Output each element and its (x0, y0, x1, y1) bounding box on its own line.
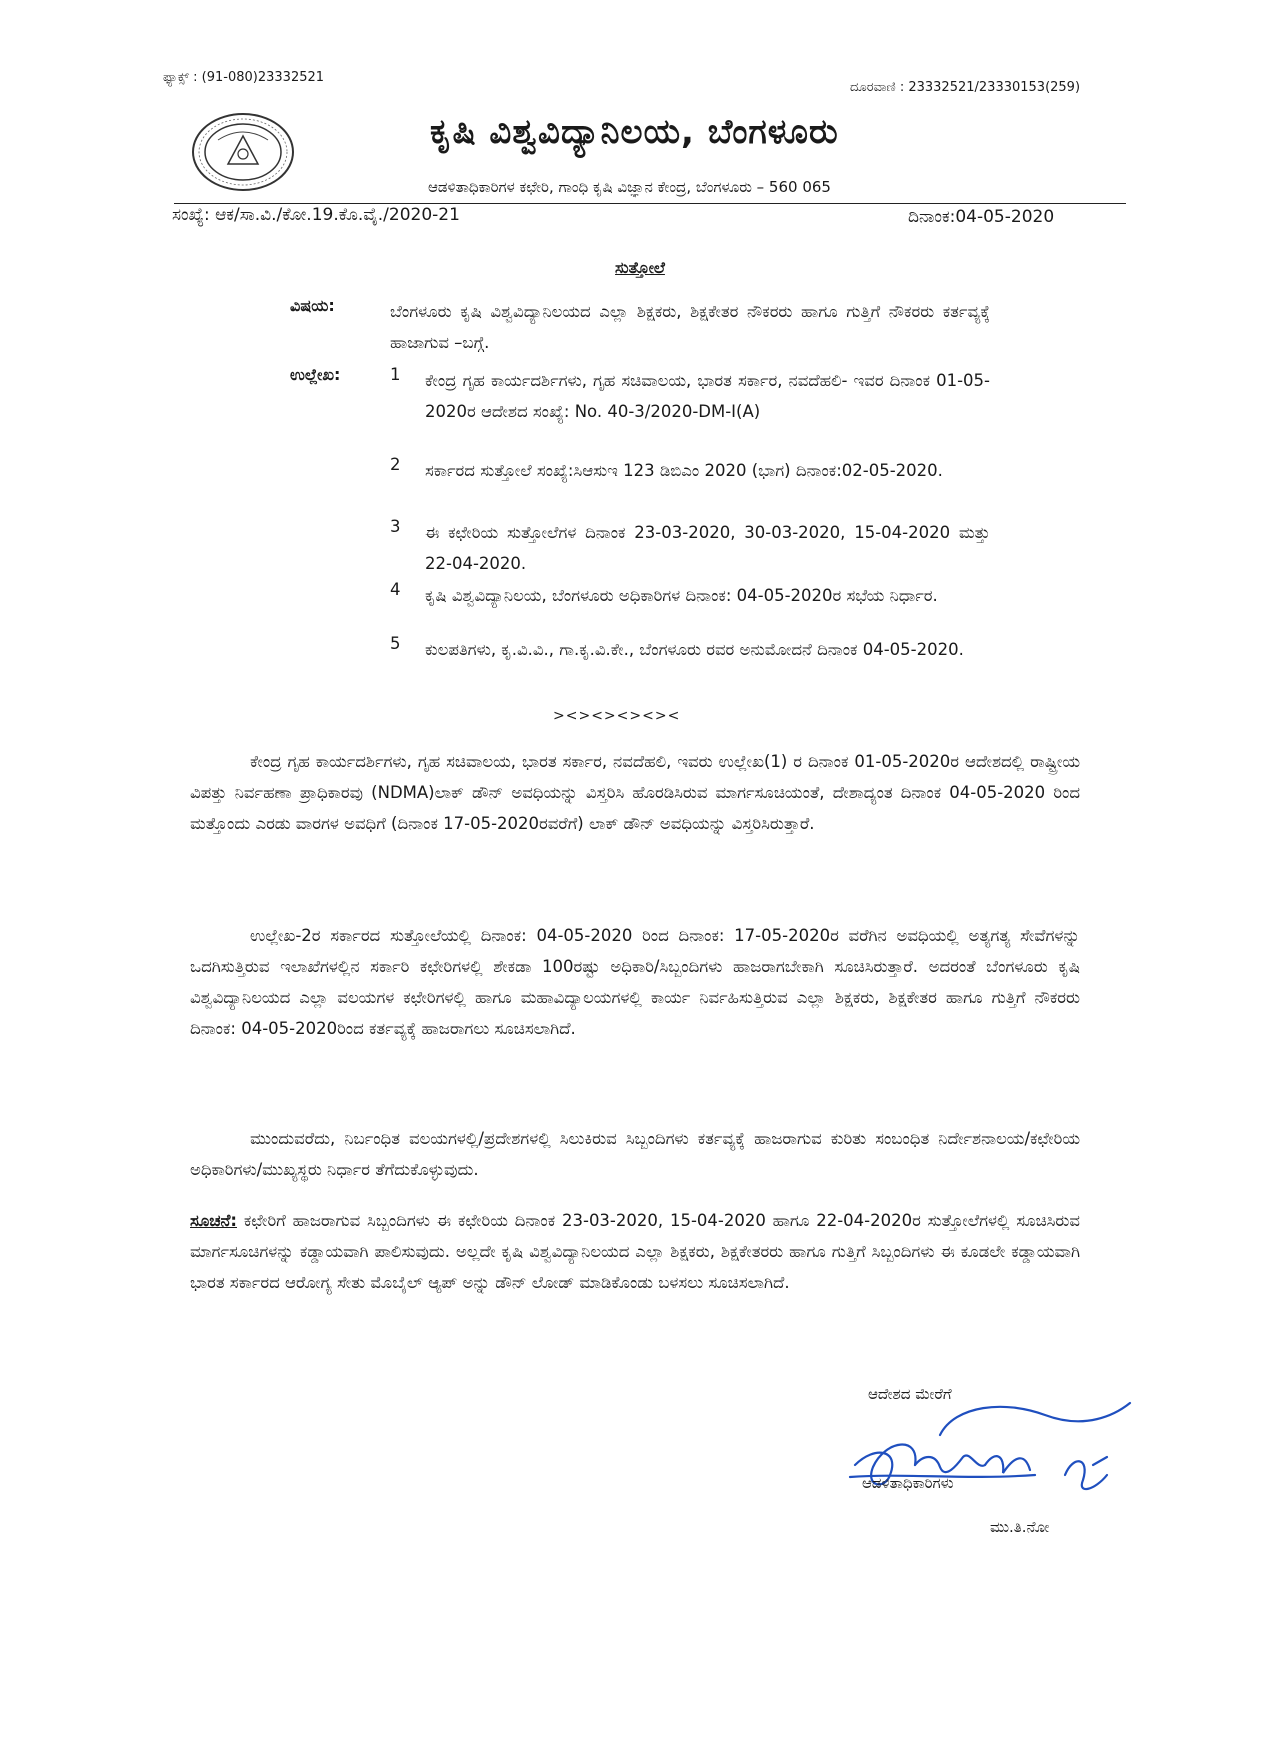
handwritten-signature-icon (845, 1395, 1135, 1525)
body-paragraph-3: ಮುಂದುವರೆದು, ನಿರ್ಬಂಧಿತ ವಲಯಗಳಲ್ಲಿ/ಪ್ರದೇಶಗಳಲ್ಲಿ ಸಿಲುಕಿರುವ ಸಿಬ್ಬಂದಿಗಳು ಕರ್ತವ್ಯಕ್ಕೆ ಹಾಜರಾಗುವ ಕುರಿತು ಸಂಬಂಧಿತ ನಿರ್ದೇಶನಾಲಯ/ಕಛೇರಿಯ ಅಧಿಕಾರಿಗಳು/ಮುಖ್ಯಸ್ಥರು ನಿರ್ಧಾರ ತೆಗೆದುಕೊಳ್ಳುವುದು. (190, 1129, 1080, 1179)
phone-number: ದೂರವಾಣಿ : 23332521/23330153(259) (850, 80, 1081, 95)
reference-number-5: 5 (390, 634, 401, 653)
fax-number: ಫ್ಯಾಕ್ಸ್ : (91-080)23332521 (163, 70, 325, 85)
subject-label: ವಿಷಯ: (290, 296, 335, 315)
by-order-text: ಆದೇಶದ ಮೇರೆಗೆ (868, 1385, 952, 1403)
note-label: ಸೂಚನೆ: (190, 1211, 237, 1230)
note-text: ಕಛೇರಿಗೆ ಹಾಜರಾಗುವ ಸಿಬ್ಬಂದಿಗಳು ಈ ಕಛೇರಿಯ ದಿನಾಂಕ 23-03-2020, 15-04-2020 ಹಾಗೂ 22-04-2020ರ ಸುತ್ತೋಲೆಗಳಲ್ಲಿ ಸೂಚಿಸಿರುವ ಮಾರ್ಗಸೂಚಿಗಳನ್ನು ಕಡ್ಡಾಯವಾಗಿ ಪಾಲಿಸುವುದು. ಅಲ್ಲದೇ ಕೃಷಿ ವಿಶ್ವವಿದ್ಯಾನಿಲಯದ ಎಲ್ಲಾ ಶಿಕ್ಷಕರು, ಶಿಕ್ಷಕೇತರರು ಹಾಗೂ ಗುತ್ತಿಗೆ ಸಿಬ್ಬಂದಿಗಳು ಈ ಕೂಡಲೇ ಕಡ್ಡಾಯವಾಗಿ ಭಾರತ ಸರ್ಕಾರದ ಆರೋಗ್ಯ ಸೇತು ಮೊಬೈಲ್ ಆ್ಯಪ್ ಅನ್ನು ಡೌನ್ ಲೋಡ್ ಮಾಡಿಕೊಂಡು ಬಳಸಲು ಸೂಚಿಸಲಾಗಿದೆ. (190, 1211, 1080, 1292)
reference-number-1: 1 (390, 365, 401, 384)
subject-text: ಬೆಂಗಳೂರು ಕೃಷಿ ವಿಶ್ವವಿದ್ಯಾನಿಲಯದ ಎಲ್ಲಾ ಶಿಕ್ಷಕರು, ಶಿಕ್ಷಕೇತರ ನೌಕರರು ಹಾಗೂ ಗುತ್ತಿಗೆ ನೌಕರರು ಕರ್ತವ್ಯಕ್ಕೆ ಹಾಜಾಗುವ –ಬಗ್ಗೆ. (390, 302, 990, 352)
circular-title: ಸುತ್ತೋಲೆ (615, 258, 665, 277)
reference-item-5: ಕುಲಪತಿಗಳು, ಕೃ.ವಿ.ವಿ., ಗಾ.ಕೃ.ವಿ.ಕೇ., ಬೆಂಗಳೂರು ರವರ ಅನುಮೋದನೆ ದಿನಾಂಕ 04-05-2020. (425, 640, 964, 659)
reference-item-1: ಕೇಂದ್ರ ಗೃಹ ಕಾರ್ಯದರ್ಶಿಗಳು, ಗೃಹ ಸಚಿವಾಲಯ, ಭಾರತ ಸರ್ಕಾರ, ನವದೆಹಲಿ- ಇವರ ದಿನಾಂಕ 01-05-2020ರ ಆದೇಶದ ಸಂಖ್ಯೆ: No. 40-3/2020-DM-I(A) (425, 371, 990, 421)
reference-item-3: ಈ ಕಛೇರಿಯ ಸುತ್ತೋಲೆಗಳ ದಿನಾಂಕ 23-03-2020, 30-03-2020, 15-04-2020 ಮತ್ತು 22-04-2020. (425, 523, 990, 573)
section-separator: ><><><><>< (553, 708, 681, 724)
body-paragraph-1: ಕೇಂದ್ರ ಗೃಹ ಕಾರ್ಯದರ್ಶಿಗಳು, ಗೃಹ ಸಚಿವಾಲಯ, ಭಾರತ ಸರ್ಕಾರ, ನವದೆಹಲಿ, ಇವರು ಉಲ್ಲೇಖ(1) ರ ದಿನಾಂಕ 01-05-2020ರ ಆದೇಶದಲ್ಲಿ ರಾಷ್ಟ್ರೀಯ ವಿಪತ್ತು ನಿರ್ವಹಣಾ ಪ್ರಾಧಿಕಾರವು (NDMA)ಲಾಕ್ ಡೌನ್ ಅವಧಿಯನ್ನು ವಿಸ್ತರಿಸಿ ಹೊರಡಿಸಿರುವ ಮಾರ್ಗಸೂಚಿಯಂತೆ, ದೇಶಾದ್ಯಂತ ದಿನಾಂಕ 04-05-2020 ರಿಂದ ಮತ್ತೊಂದು ಎರಡು ವಾರಗಳ ಅವಧಿಗೆ (ದಿನಾಂಕ 17-05-2020ರವರೆಗೆ) ಲಾಕ್ ಡೌನ್ ಅವಧಿಯನ್ನು ವಿಸ್ತರಿಸಿರುತ್ತಾರೆ. (190, 752, 1080, 833)
reference-item-4: ಕೃಷಿ ವಿಶ್ವವಿದ್ಯಾನಿಲಯ, ಬೆಂಗಳೂರು ಅಧಿಕಾರಿಗಳ ದಿನಾಂಕ: 04-05-2020ರ ಸಭೆಯ ನಿರ್ಧಾರ. (425, 586, 938, 605)
note-paragraph (190, 1205, 1080, 1298)
document-date: ದಿನಾಂಕ:04-05-2020 (908, 207, 1055, 227)
references-label: ಉಲ್ಲೇಖ: (290, 365, 341, 384)
office-address: ಆಡಳಿತಾಧಿಕಾರಿಗಳ ಕಛೇರಿ, ಗಾಂಧಿ ಕೃಷಿ ವಿಜ್ಞಾನ ಕೇಂದ್ರ, ಬೆಂಗಳೂರು – 560 065 (428, 178, 831, 196)
university-name: ಕೃಷಿ ವಿಶ್ವವಿದ್ಯಾನಿಲಯ, ಬೆಂಗಳೂರು (430, 112, 839, 152)
university-seal-icon (188, 110, 298, 194)
reference-number-3: 3 (390, 517, 401, 536)
signatory-note: ಮು.ತಿ.ನೋ (990, 1518, 1050, 1536)
reference-item-2: ಸರ್ಕಾರದ ಸುತ್ತೋಲೆ ಸಂಖ್ಯೆ:ಸಿಆಸುಇ 123 ಡಿಬಿಎಂ 2020 (ಭಾಗ) ದಿನಾಂಕ:02-05-2020. (425, 461, 943, 480)
reference-number: ಸಂಖ್ಯೆ: ಆಕ/ಸಾ.ವಿ./ಕೋ.19.ಕೊ.ವೈ./2020-21 (172, 205, 460, 225)
header-divider (174, 203, 1126, 204)
reference-number-2: 2 (390, 455, 401, 474)
signatory-role: ಆಡಳಿತಾಧಿಕಾರಿಗಳು (862, 1474, 954, 1492)
body-paragraph-2: ಉಲ್ಲೇಖ-2ರ ಸರ್ಕಾರದ ಸುತ್ತೋಲೆಯಲ್ಲಿ ದಿನಾಂಕ: 04-05-2020 ರಿಂದ ದಿನಾಂಕ: 17-05-2020ರ ವರೆಗಿನ ಅವಧಿಯಲ್ಲಿ ಅತ್ಯಗತ್ಯ ಸೇವೆಗಳನ್ನು ಒದಗಿಸುತ್ತಿರುವ ಇಲಾಖೆಗಳಲ್ಲಿನ ಸರ್ಕಾರಿ ಕಛೇರಿಗಳಲ್ಲಿ ಶೇಕಡಾ 100ರಷ್ಟು ಅಧಿಕಾರಿ/ಸಿಬ್ಬಂದಿಗಳು ಹಾಜರಾಗಬೇಕಾಗಿ ಸೂಚಿಸಿರುತ್ತಾರೆ. ಅದರಂತೆ ಬೆಂಗಳೂರು ಕೃಷಿ ವಿಶ್ವವಿದ್ಯಾನಿಲಯದ ಎಲ್ಲಾ ವಲಯಗಳ ಕಛೇರಿಗಳಲ್ಲಿ ಹಾಗೂ ಮಹಾವಿದ್ಯಾಲಯಗಳಲ್ಲಿ ಕಾರ್ಯ ನಿರ್ವಹಿಸುತ್ತಿರುವ ಎಲ್ಲಾ ಶಿಕ್ಷಕರು, ಶಿಕ್ಷಕೇತರ ಹಾಗೂ ಗುತ್ತಿಗೆ ನೌಕರರು ದಿನಾಂಕ: 04-05-2020ರಿಂದ ಕರ್ತವ್ಯಕ್ಕೆ ಹಾಜರಾಗಲು ಸೂಚಿಸಲಾಗಿದೆ. (190, 926, 1080, 1038)
reference-number-4: 4 (390, 580, 401, 599)
